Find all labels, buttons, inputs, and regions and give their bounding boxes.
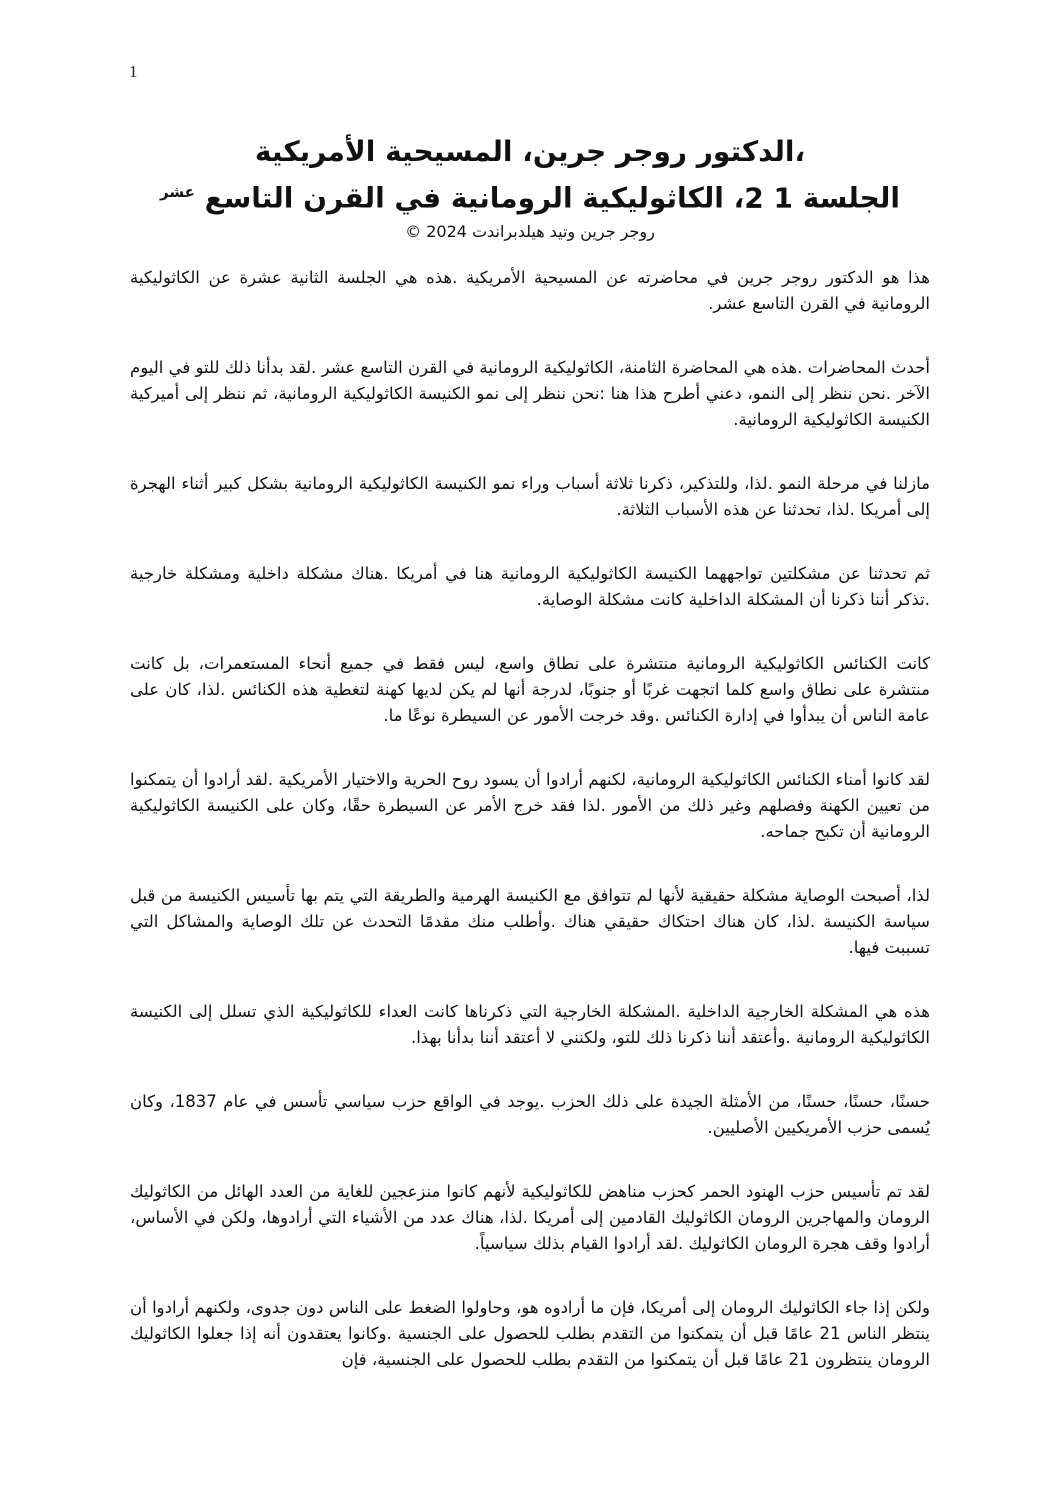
paragraph: هذا هو الدكتور روجر جرين في محاضرته عن المسيحية الأمريكية .هذه هي الجلسة الثانية عشرة عن الكاثوليكية الرومانية في القرن التاسع عشر.: [130, 268, 930, 313]
page-number: 1: [129, 62, 138, 81]
document-title-line-1: ،الدكتور روجر جرين، المسيحية الأمريكية: [254, 135, 806, 168]
document-title-line-2: [130, 172, 930, 218]
paragraph: ثم تحدثنا عن مشكلتين تواجههما الكنيسة الكاثوليكية الرومانية هنا في أمريكا .هناك مشكلة داخلية ومشكلة خارجية .تذكر أننا ذكرنا أن المشكلة الداخلية كانت مشكلة الوصاية.: [130, 564, 930, 609]
paragraph: أحدث المحاضرات .هذه هي المحاضرة الثامنة، الكاثوليكية الرومانية في القرن التاسع عشر .لقد بدأنا ذلك للتو في اليوم الآخر .نحن ننظر إلى النمو، دعني أطرح هذا هنا :نحن ننظر إلى نمو الكنيسة الكاثوليكية الرومانية، ثم ننظر إلى أميركية الكنيسة الكاثوليكية الرومانية.: [130, 358, 930, 429]
body-text: [130, 265, 930, 1373]
title-block: [130, 132, 930, 244]
paragraph: لقد كانوا أمناء الكنائس الكاثوليكية الرومانية، لكنهم أرادوا أن يسود روح الحرية والاختيار الأمريكية .لقد أرادوا أن يتمكنوا من تعيين الكهنة وفصلهم وغير ذلك من الأمور .لذا فقد خرج الأمر عن السيطرة حقًا، وكان على الكنيسة الكاثوليكية الرومانية أن تكبح جماحه.: [130, 770, 930, 841]
paragraph: هذه هي المشكلة الخارجية الداخلية .المشكلة الخارجية التي ذكرناها كانت العداء للكاثوليكية الذي تسلل إلى الكنيسة الكاثوليكية الرومانية .وأعتقد أننا ذكرنا ذلك للتو، ولكنني لا أعتقد أننا بدأنا بهذا.: [130, 1002, 930, 1047]
paragraph: كانت الكنائس الكاثوليكية الرومانية منتشرة على نطاق واسع، ليس فقط في جميع أنحاء المستعمرات، بل كانت منتشرة على نطاق واسع كلما اتجهت غربًا أو جنوبًا، لدرجة أنها لم يكن لديها كهنة لتغطية هذه الكنائس .لذا، كان على عامة الناس أن يبدأوا في إدارة الكنائس .وقد خرجت الأمور عن السيطرة نوعًا ما.: [130, 654, 930, 725]
title-superscript: عشر: [160, 183, 195, 201]
paragraph: لقد تم تأسيس حزب الهنود الحمر كحزب مناهض للكاثوليكية لأنهم كانوا منزعجين للغاية من العدد الهائل من الكاثوليك الرومان والمهاجرين الرومان الكاثوليك القادمين إلى أمريكا .لذا، هناك عدد من الأشياء التي أرادوها، ولكن في الأساس، أرادوا وقف هجرة الرومان الكاثوليك .لقد أرادوا القيام بذلك سياسياً.: [130, 1182, 930, 1253]
paragraph: حسنًا، حسنًا، حسنًا، من الأمثلة الجيدة على ذلك الحزب .يوجد في الواقع حزب سياسي تأسس في عام 1837، وكان يُسمى حزب الأمريكيين الأصليين.: [130, 1092, 930, 1137]
copyright-line: روجر جرين وتيد هيلدبراندت 2024 ©: [405, 222, 655, 242]
paragraph: لذا، أصبحت الوصاية مشكلة حقيقية لأنها لم تتوافق مع الكنيسة الهرمية والطريقة التي يتم بها تأسيس الكنيسة من قبل سياسة الكنيسة .لذا، كان هناك احتكاك حقيقي هناك .وأطلب منك مقدمًا التحدث عن تلك الوصاية والمشاكل التي تسببت فيها.: [130, 886, 930, 957]
paragraph: ولكن إذا جاء الكاثوليك الرومان إلى أمريكا، فإن ما أرادوه هو، وحاولوا الضغط على الناس دون جدوى، ولكنهم أرادوا أن ينتظر الناس 21 عامًا قبل أن يتمكنوا من التقدم بطلب للحصول على الجنسية .وكانوا يعتقدون أنه إذا جعلوا الكاثوليك الرومان ينتظرون 21 عامًا قبل أن يتمكنوا من التقدم بطلب للحصول على الجنسية، فإن: [130, 1298, 930, 1369]
session-title: الجلسة 1 2، الكاثوليكية الرومانية في القرن التاسع: [204, 181, 900, 215]
paragraph: مازلنا في مرحلة النمو .لذا، وللتذكير، ذكرنا ثلاثة أسباب وراء نمو الكنيسة الكاثوليكية الرومانية بشكل كبير أثناء الهجرة إلى أمريكا .لذا، تحدثنا عن هذه الأسباب الثلاثة.: [130, 474, 930, 519]
